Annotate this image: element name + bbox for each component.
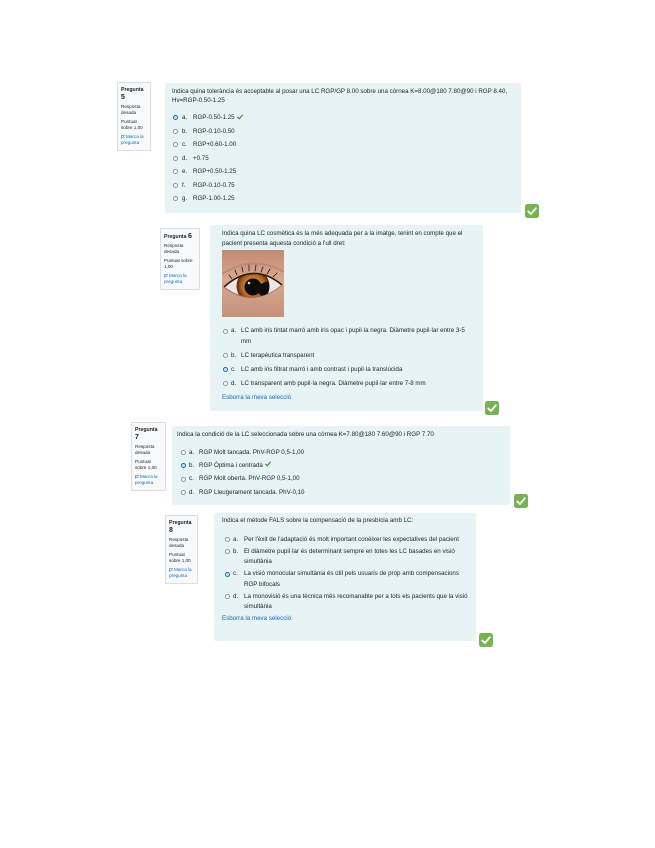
answer-option[interactable] <box>177 446 502 459</box>
option-text-wrap <box>199 459 502 472</box>
answer-option[interactable] <box>222 569 468 590</box>
question-label: Pregunta <box>135 427 158 433</box>
question-state: Resposta desada <box>121 104 141 115</box>
option-text-wrap <box>193 138 511 152</box>
option-text: RGP-0.10-0.50 <box>193 127 235 135</box>
question-label: Pregunta <box>169 520 192 526</box>
option-letter: d. <box>182 154 188 162</box>
answer-option[interactable] <box>222 351 473 362</box>
option-text: Per l'èxit de l'adaptació és molt important conèixer les expectatives del pacient <box>244 535 459 543</box>
option-text: LC amb iris filtrat marró i amb contrast i pupil·la translúcida <box>241 365 403 373</box>
radio-button[interactable] <box>173 169 178 174</box>
option-letter: b. <box>233 547 239 555</box>
radio-button[interactable] <box>181 463 186 468</box>
question-number-value: 7 <box>135 434 139 441</box>
question-content <box>210 225 483 411</box>
question-number-value: 5 <box>121 94 125 101</box>
option-text: RGP+0.50-1.25 <box>193 168 237 175</box>
option-text-wrap <box>199 446 502 459</box>
option-text: LC amb iris tintat marró amb iris opac i pupil·la negra. Diàmetre pupil·lar entre 3-5 mm <box>241 327 465 345</box>
answer-option[interactable] <box>222 592 468 613</box>
flag-question-link[interactable] <box>164 273 196 285</box>
option-letter: b. <box>189 461 195 469</box>
question-number <box>169 520 194 535</box>
green-check-box-icon <box>525 204 539 218</box>
option-letter: d. <box>231 379 237 387</box>
option-letter: f. <box>182 181 186 189</box>
option-text: LC terapèutica transparent <box>241 351 315 359</box>
correct-check-icon <box>237 114 243 120</box>
flag-icon <box>135 475 139 479</box>
answer-option[interactable] <box>222 365 473 376</box>
answer-option[interactable] <box>222 326 473 347</box>
clear-selection-link[interactable]: Esborra la meva selecció <box>222 393 292 401</box>
question-number-value: 8 <box>169 527 173 534</box>
question-number <box>135 427 162 442</box>
answer-option[interactable] <box>222 547 468 568</box>
flag-question-label: Marca la pregunta <box>164 273 187 284</box>
flag-question-label: Marca la pregunta <box>169 567 192 578</box>
option-text: La visió monocular simultània és útil pels usuaris de prop amb compensacions RGP bifocals <box>244 570 459 588</box>
answer-option[interactable] <box>177 459 502 472</box>
answer-options <box>172 111 511 206</box>
radio-button[interactable] <box>181 450 186 455</box>
option-text: RGP-0.50-1.25 <box>193 114 235 121</box>
answer-option[interactable] <box>172 165 511 179</box>
green-check-box-icon <box>479 633 493 647</box>
option-letter: c. <box>189 475 194 483</box>
question-text: Indica quina tolerància és acceptable al posar una LC RGP/GP 8.00 sobre una còrnea K=8.00@180 7.80@90 i RGP 8.40, Hv=RGP-0.50-1.25 <box>172 88 508 104</box>
question-text: Indica quina LC cosmètica és la més adequada per a la imatge, tenint en compte que el pacient presenta aquesta condició a l'ull dret: <box>222 230 463 247</box>
correct-check-icon <box>265 461 271 467</box>
question-info-box <box>165 515 198 584</box>
radio-button[interactable] <box>173 183 178 188</box>
option-text: LC transparent amb pupil·la negra. Diàmetre pupil·lar entre 7-8 mm <box>241 379 426 387</box>
question-number <box>121 87 147 102</box>
answer-option[interactable] <box>172 111 511 125</box>
question-content <box>165 83 521 213</box>
answer-option[interactable] <box>172 179 511 193</box>
option-text: RGP-1.00-1.25 <box>193 195 235 202</box>
answer-option[interactable] <box>177 486 502 499</box>
option-text: El diàmetre pupil·lar és determinant sempre en totes les LC basades en visió simultània <box>244 547 455 565</box>
answer-options <box>222 535 468 613</box>
flag-icon <box>169 568 173 572</box>
option-text: RGP Òptima i centrada <box>199 461 263 469</box>
question-state: Resposta desada <box>135 444 155 455</box>
answer-option[interactable] <box>172 192 511 206</box>
option-text-wrap <box>199 472 502 485</box>
question-info-box <box>131 422 166 491</box>
option-letter: a. <box>182 114 188 121</box>
option-text-wrap <box>193 192 511 206</box>
option-letter: c. <box>231 365 236 373</box>
radio-button[interactable] <box>181 477 186 482</box>
eye-photo <box>222 250 284 317</box>
option-letter: c. <box>233 570 238 577</box>
radio-button[interactable] <box>225 537 230 542</box>
radio-button[interactable] <box>173 115 178 120</box>
option-text-wrap <box>193 152 511 166</box>
flag-question-link[interactable] <box>169 567 194 579</box>
radio-button[interactable] <box>223 381 228 386</box>
option-text-wrap <box>193 125 511 139</box>
question-grade: Puntuat sobre 1,00 <box>169 552 191 563</box>
option-text: RGP+0.60-1.00 <box>193 141 237 148</box>
question-number <box>164 233 196 241</box>
green-check-box-icon <box>514 494 528 508</box>
option-text: RGP Molt tancada. PhV-RGP 0,5-1,00 <box>199 448 305 456</box>
option-text-wrap <box>199 486 502 499</box>
question-text: Indica la condició de la LC seleccionada sobre una còrnea K=7.80@180 7.60@90 i RGP 7.70 <box>177 431 434 438</box>
option-letter: c. <box>182 141 187 148</box>
option-letter: e. <box>182 168 188 175</box>
option-letter: d. <box>233 592 239 600</box>
radio-button[interactable] <box>223 353 228 358</box>
question-state: Resposta desada <box>169 537 189 548</box>
question-grade: Puntuat sobre 1,00 <box>121 119 143 130</box>
option-text: RGP-0.10-0.75 <box>193 181 235 189</box>
radio-button[interactable] <box>225 549 230 554</box>
clear-selection-link[interactable]: Esborra la meva selecció <box>222 615 292 622</box>
radio-button[interactable] <box>223 329 228 334</box>
radio-button[interactable] <box>225 572 230 577</box>
option-letter: b. <box>182 127 188 135</box>
option-letter: a. <box>189 448 195 456</box>
answer-option[interactable] <box>172 152 511 166</box>
question-content <box>172 426 510 505</box>
flag-question-link[interactable] <box>135 474 162 486</box>
option-letter: d. <box>189 488 195 496</box>
flag-question-label: Marca la pregunta <box>121 134 144 145</box>
option-text-wrap <box>193 179 511 193</box>
question-grade: Puntuat sobre 1,00 <box>135 459 157 470</box>
option-text: La monovisió és una tècnica més recomanable per a tots els pacients que la visió simultània <box>244 592 468 610</box>
answer-option[interactable] <box>172 138 511 152</box>
answer-option[interactable] <box>177 472 502 485</box>
radio-button[interactable] <box>181 490 186 495</box>
question-state: Resposta desada <box>164 243 184 254</box>
flag-question-label: Marca la pregunta <box>135 474 158 485</box>
radio-button[interactable] <box>173 156 178 161</box>
radio-button[interactable] <box>173 142 178 147</box>
flag-icon <box>121 135 125 139</box>
question-label: Pregunta <box>164 234 187 240</box>
option-letter: g. <box>182 195 188 202</box>
option-letter: b. <box>231 351 237 359</box>
option-letter: a. <box>233 535 239 543</box>
question-content <box>214 513 476 641</box>
radio-button[interactable] <box>173 129 178 134</box>
option-text-wrap <box>193 165 511 179</box>
answer-option[interactable] <box>222 535 468 546</box>
green-check-box-icon <box>485 401 499 415</box>
radio-button[interactable] <box>223 367 228 372</box>
answer-options <box>222 326 473 389</box>
option-text: +0.75 <box>193 154 209 162</box>
flag-icon <box>164 274 168 278</box>
question-number-value: 6 <box>187 233 192 240</box>
answer-options <box>177 446 502 500</box>
answer-option[interactable] <box>222 379 473 390</box>
option-text: RGP Molt oberta. PhV-RGP 0,5-1,00 <box>199 475 300 483</box>
option-text: RGP Lleugerament tancada. PhV-0,10 <box>199 488 305 496</box>
option-text-wrap <box>193 111 511 125</box>
question-grade: Puntuat sobre 1,00 <box>164 258 193 269</box>
question-label: Pregunta <box>121 87 144 93</box>
question-info-box <box>160 228 200 290</box>
radio-button[interactable] <box>225 594 230 599</box>
option-letter: a. <box>231 327 237 334</box>
radio-button[interactable] <box>173 196 178 201</box>
question-text: Indica el mètode FALS sobre la compensació de la presbícia amb LC: <box>222 517 414 524</box>
question-info-box <box>117 82 151 151</box>
flag-question-link[interactable] <box>121 134 147 146</box>
answer-option[interactable] <box>172 125 511 139</box>
